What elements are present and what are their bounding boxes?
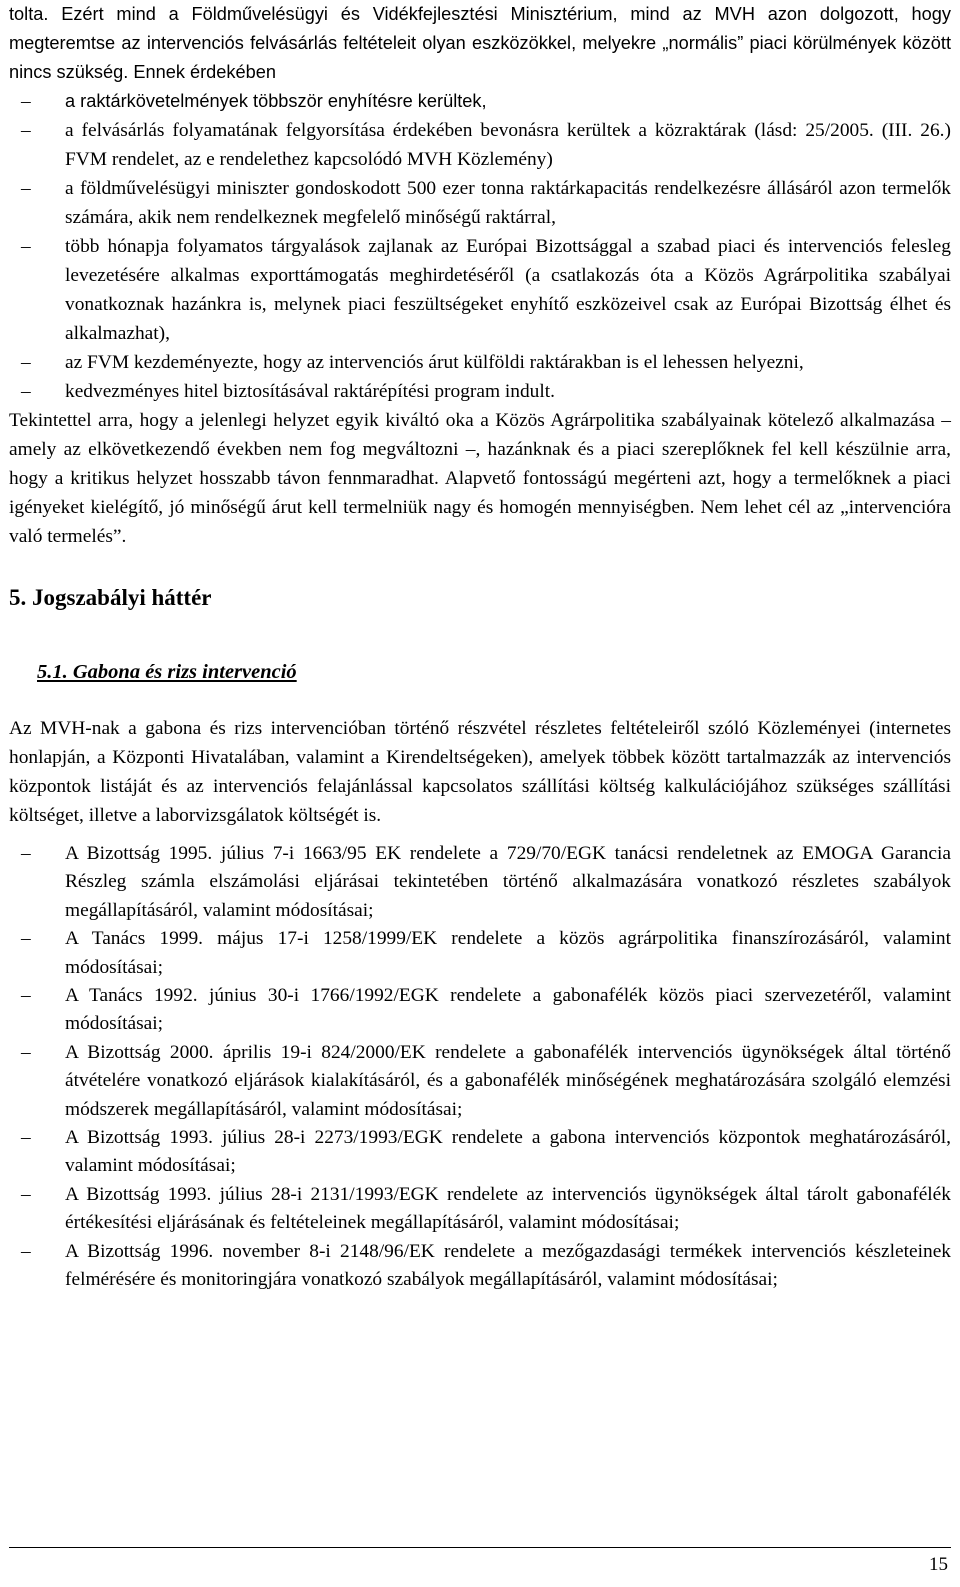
footer-divider (9, 1547, 951, 1548)
measure-text: a földművelésügyi miniszter gondoskodott 500 ezer tonna raktárkapacitás rendelkezésre állásáról azon termelők számára, akik nem rendelkeznek megfelelő minőségű raktárral, (65, 178, 951, 228)
list-item (9, 87, 951, 116)
list-item (9, 116, 951, 174)
list-item (9, 840, 951, 925)
list-item (9, 232, 951, 348)
measure-text: a raktárkövetelmények többször enyhítésre kerültek, (65, 91, 487, 111)
dash-bullet: – (21, 985, 31, 1007)
dash-bullet: – (21, 1183, 31, 1205)
dash-bullet: – (21, 1240, 31, 1262)
document-page (9, 0, 951, 1295)
list-item (9, 1039, 951, 1124)
dash-bullet: – (21, 381, 31, 402)
list-item (9, 348, 951, 377)
intro-sentence-2: Ennek érdekében (133, 62, 276, 82)
conclusion-paragraph: Tekintettel arra, hogy a jelenlegi helyzet egyik kiváltó oka a Közös Agrárpolitika szabályainak kötelező alkalmazása – amely az elkövetkezendő években nem fog megváltozni –, hazánknak és a piaci szereplőknek fel kell készülnie arra, hogy a kritikus helyzet hosszabb távon fennmaradhat. Alapvető fontosságú megérteni azt, hogy a termelőknek a piaci igényeket kielégítő, jó minőségű árut kell termelniük nagy és homogén mennyiségben. Nem lehet cél az „intervencióra való termelés”. (9, 410, 951, 547)
list-item (9, 377, 951, 406)
section-heading: 5. Jogszabályi háttér (9, 585, 212, 610)
intro-paragraph (9, 0, 951, 87)
list-item (9, 1124, 951, 1181)
dash-bullet: – (21, 1041, 31, 1063)
measure-text: az FVM kezdeményezte, hogy az intervenciós árut külföldi raktárakban is el lehessen helyezni, (65, 352, 804, 373)
regulation-text: A Tanács 1999. május 17-i 1258/1999/EK rendelete a közös agrárpolitika finanszírozásáról, valamint módosításai; (65, 928, 951, 978)
dash-bullet: – (21, 928, 31, 950)
regulation-text: A Bizottság 2000. április 19-i 824/2000/EK rendelete a gabonafélék intervenciós ügynökségek által történő átvételére vonatkozó eljárások kialakításáról, és a gabonafélék minőségének meghatározására szolgáló elemzési módszerek megállapításáról, valamint módosításai; (65, 1041, 951, 1120)
dash-bullet: – (21, 120, 31, 141)
measure-text: több hónapja folyamatos tárgyalások zajlanak az Európai Bizottsággal a szabad piaci és intervenciós felesleg levezetésére alkalmas exporttámogatás meghirdetéséről (a csatlakozás óta a Közös Agrárpolitika szabályai vonatkoznak hazánkra is, melynek piaci feszültségeket enyhítő eszközeivel csak az Európai Bizottság élhet és alkalmazhat), (65, 236, 951, 344)
measure-text: a felvásárlás folyamatának felgyorsítása érdekében bevonásra kerültek a közraktárak (lásd: 25/2005. (III. 26.) FVM rendelet, az e rendelethez kapcsolódó MVH Közlemény) (65, 120, 951, 170)
section-body-paragraph: Az MVH-nak a gabona és rizs intervencióban történő részvétel részletes feltételeiről szóló Közleményei (internetes honlapján, a Központi Hivatalában, valamint a Kirendeltségeken), amelyek többek között tartalmazzák az intervenciós központok listáját és az intervenciós felajánlással kapcsolatos szállítási költség kalkulációjához szükséges szállítási költséget, illetve a laborvizsgálatok költségét is. (9, 718, 951, 826)
regulations-list (9, 840, 951, 1295)
list-item (9, 1181, 951, 1238)
list-item (9, 174, 951, 232)
dash-bullet: – (21, 1127, 31, 1149)
dash-bullet: – (21, 236, 31, 257)
subsection-heading: 5.1. Gabona és rizs intervenció (37, 661, 297, 683)
regulation-text: A Bizottság 1996. november 8-i 2148/96/EK rendelete a mezőgazdasági termékek intervenciós készleteinek felmérésére és monitoringjára vonatkozó szabályok megállapításáról, valamint módosításai; (65, 1240, 951, 1291)
list-item (9, 925, 951, 982)
dash-bullet: – (21, 352, 31, 373)
regulation-text: A Bizottság 1995. július 7-i 1663/95 EK rendelete a 729/70/EGK tanácsi rendeletnek az EMOGA Garancia Részleg számla elszámolási eljárásai tekintetében történő alkalmazására vonatkozó részletes szabályok megállapításáról, valamint módosításai; (65, 843, 951, 921)
list-item (9, 1238, 951, 1295)
list-item (9, 982, 951, 1039)
measure-text: kedvezményes hitel biztosításával raktárépítési program indult. (65, 381, 555, 402)
regulation-text: A Bizottság 1993. július 28-i 2131/1993/EGK rendelete az intervenciós ügynökségek által tárolt gabonafélék értékesítési eljárásának és feltételeinek megállapításáról, valamint módosításai; (65, 1183, 951, 1234)
regulation-text: A Bizottság 1993. július 28-i 2273/1993/EGK rendelete a gabona intervenciós központok meghatározásáról, valamint módosításai; (65, 1127, 951, 1177)
measures-list (9, 87, 951, 406)
dash-bullet: – (21, 843, 31, 864)
regulation-text: A Tanács 1992. június 30-i 1766/1992/EGK rendelete a gabonafélék közös piaci szervezetéről, valamint módosításai; (65, 985, 951, 1035)
intro-sentence-1: tolta. Ezért mind a Földművelésügyi és Vidékfejlesztési Minisztérium, mind az MVH azon dolgozott, hogy megteremtse az intervenciós felvásárlás feltételeit olyan eszközökkel, melyekre „normális” piaci körülmények között nincs szükség. (9, 4, 951, 82)
dash-bullet: – (21, 91, 31, 112)
dash-bullet: – (21, 178, 31, 199)
page-number: 15 (929, 1554, 948, 1575)
